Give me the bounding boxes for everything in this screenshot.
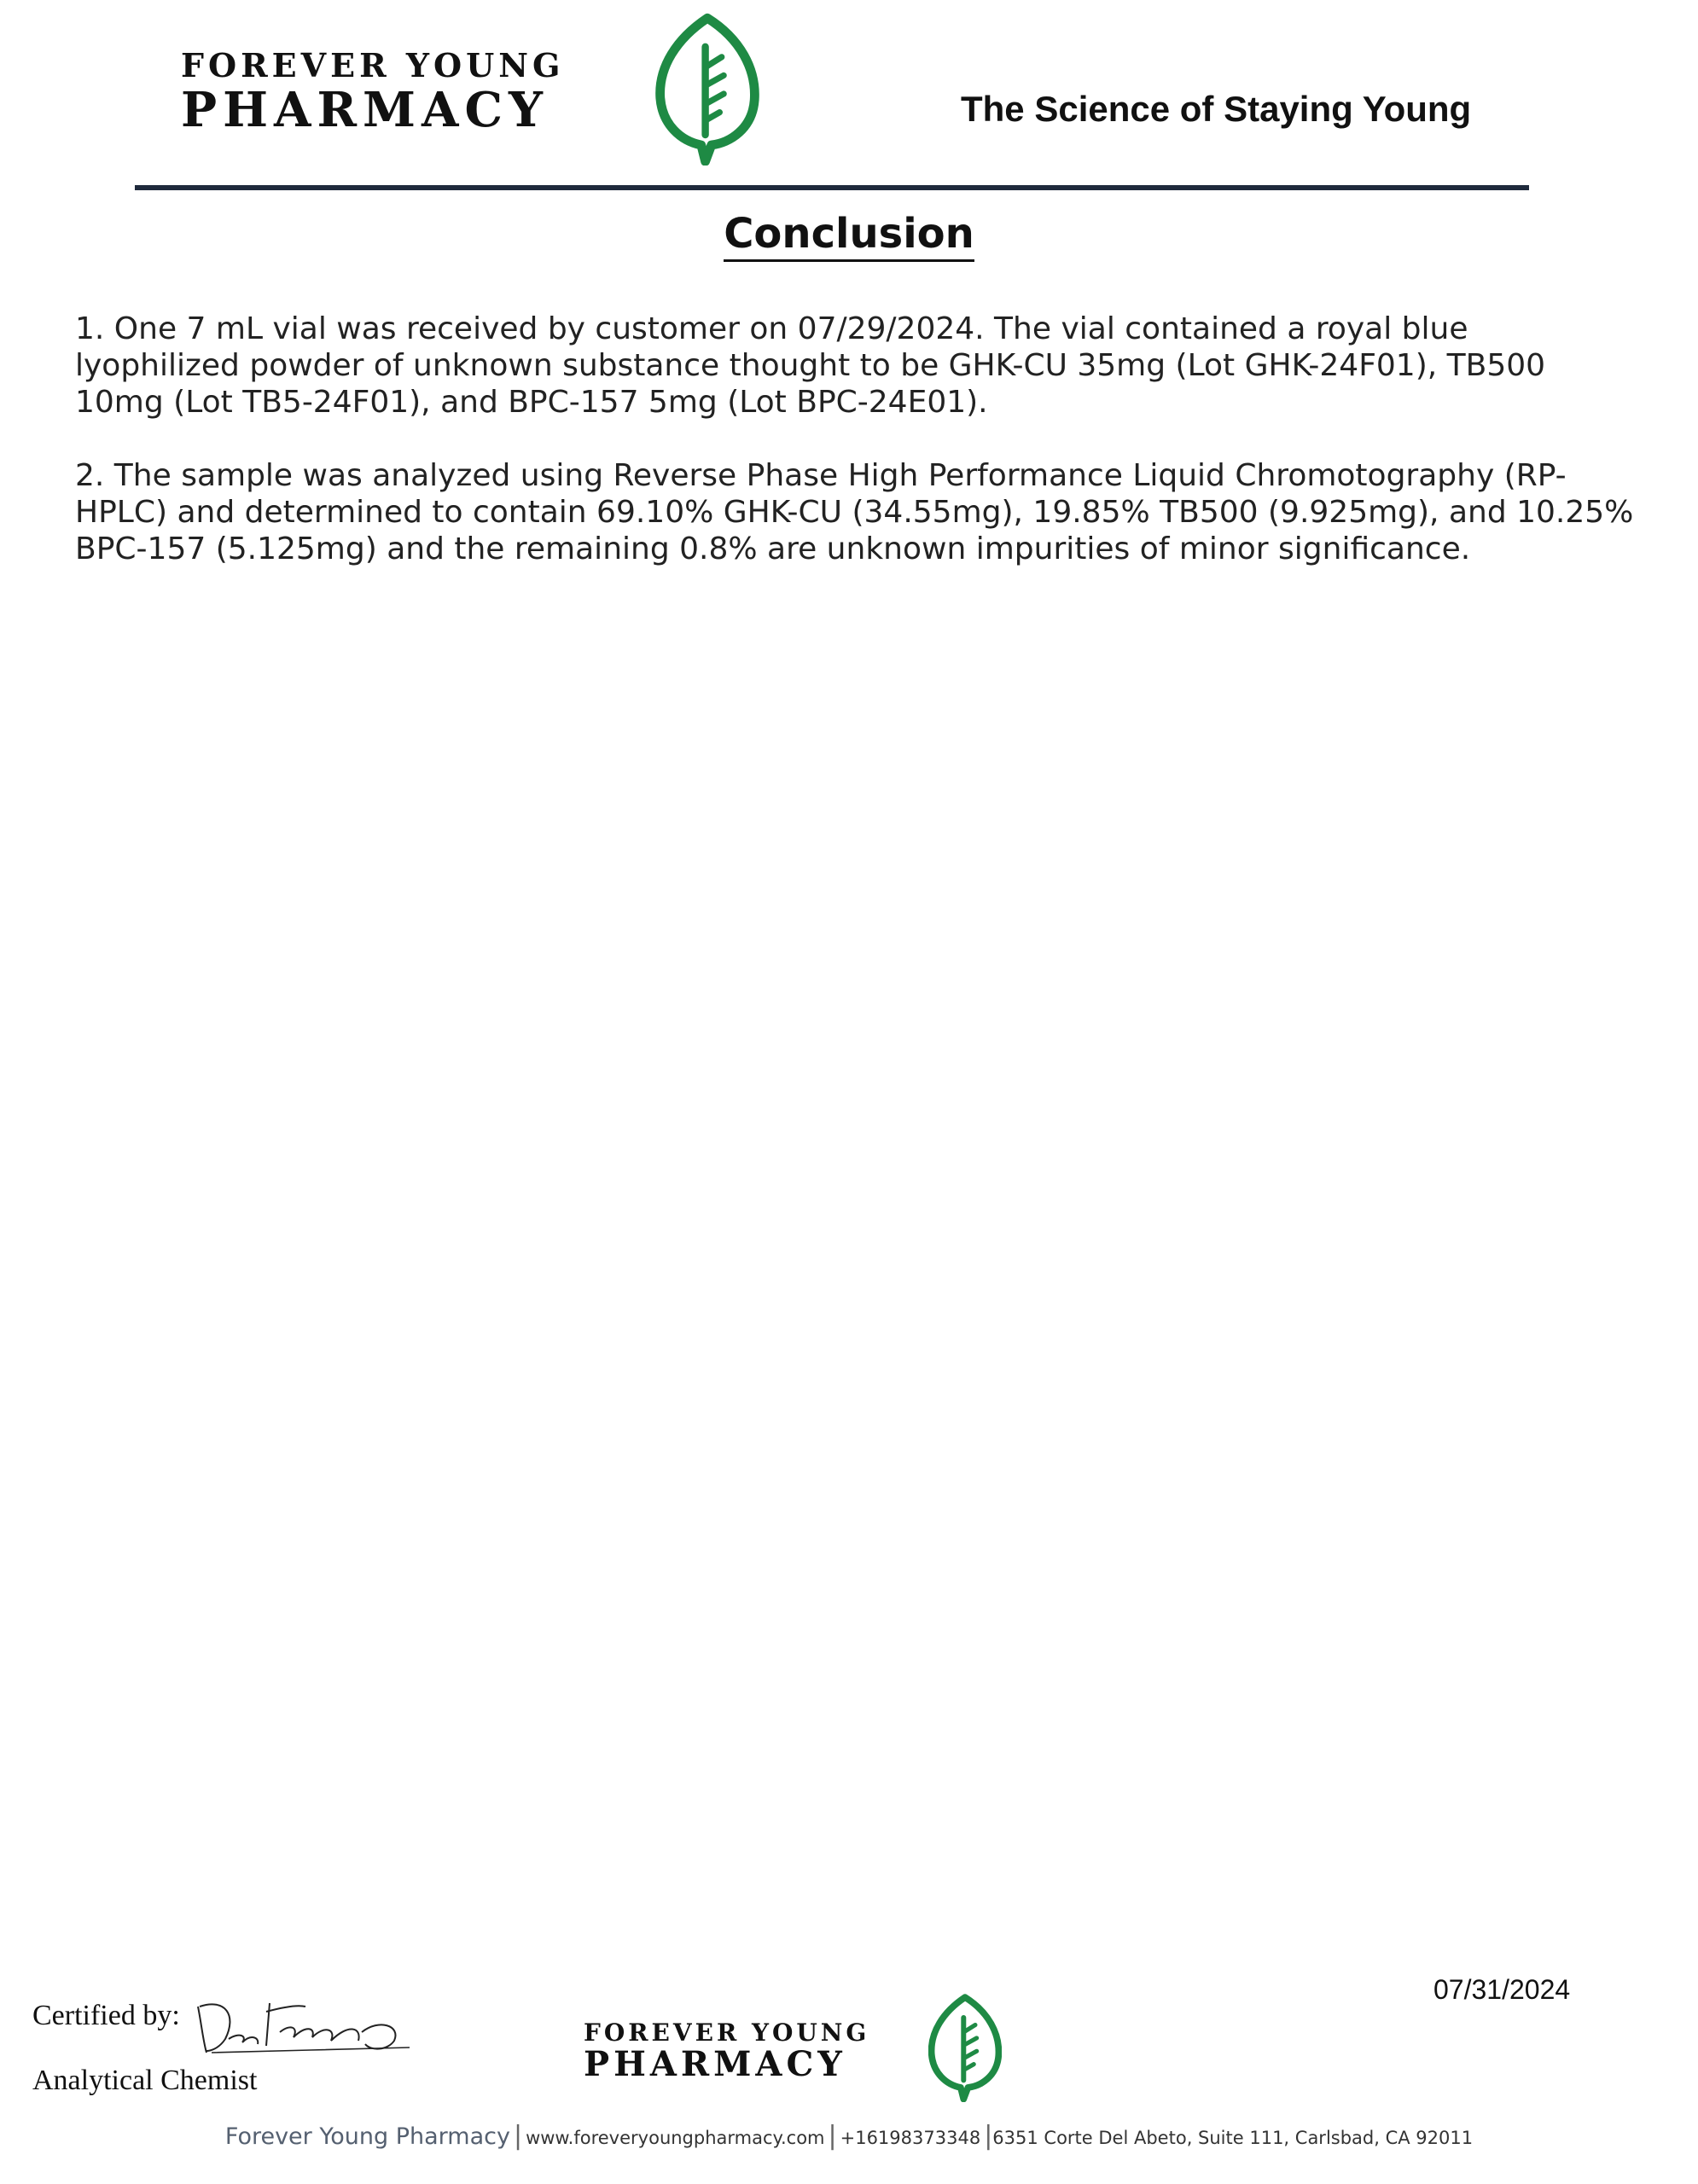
conclusion-paragraph-1: 1. One 7 mL vial was received by customer on 07/29/2024. The vial contained a royal blue lyophilized powder of unknown substance thought to be GHK-CU 35mg (Lot GHK-24F01), TB500 10mg (Lot TB5-24F01), and BPC-157 5mg (Lot BPC-24E01). [75,311,1546,420]
section-title-wrapper [0,210,1698,258]
separator: | [513,2121,523,2151]
conclusion-paragraph-2: 2. The sample was analyzed using Reverse Phase High Performance Liquid Chromotography (RP-HPLC) and determined to contain 69.10% GHK-CU (34.55mg), 19.85% TB500 (9.925mg), and 10.25% BPC-157 (5.125mg) and the remaining 0.8% are unknown impurities of minor significance. [75,458,1634,566]
signature [191,1972,413,2058]
leaf-logo-icon [655,12,759,166]
certified-by-label: Certified by: [32,2000,180,2031]
separator: | [828,2121,837,2151]
section-title: Conclusion [724,210,974,262]
tagline: The Science of Staying Young [961,89,1472,129]
footer-address: 6351 Corte Del Abeto, Suite 111, Carlsbad, CA 92011 [992,2128,1474,2148]
certification-date: 07/31/2024 [1433,1974,1571,2005]
separator: | [984,2121,993,2151]
header-divider [135,185,1529,190]
footer-logo-line1: FOREVER YOUNG [584,2018,870,2047]
footer-website-link[interactable]: www.foreveryoungpharmacy.com [526,2128,825,2148]
footer-phone: +16198373348 [840,2128,981,2148]
header-logo-line1: FOREVER YOUNG [181,46,565,84]
footer-company-name: Forever Young Pharmacy [224,2123,510,2150]
footer-logo-line2: PHARMACY [584,2044,846,2084]
analytical-chemist-label: Analytical Chemist [32,2065,258,2096]
contact-bar [0,2121,1698,2151]
footer-leaf-logo-icon [928,1993,1002,2102]
header-logo-line2: PHARMACY [181,82,549,138]
